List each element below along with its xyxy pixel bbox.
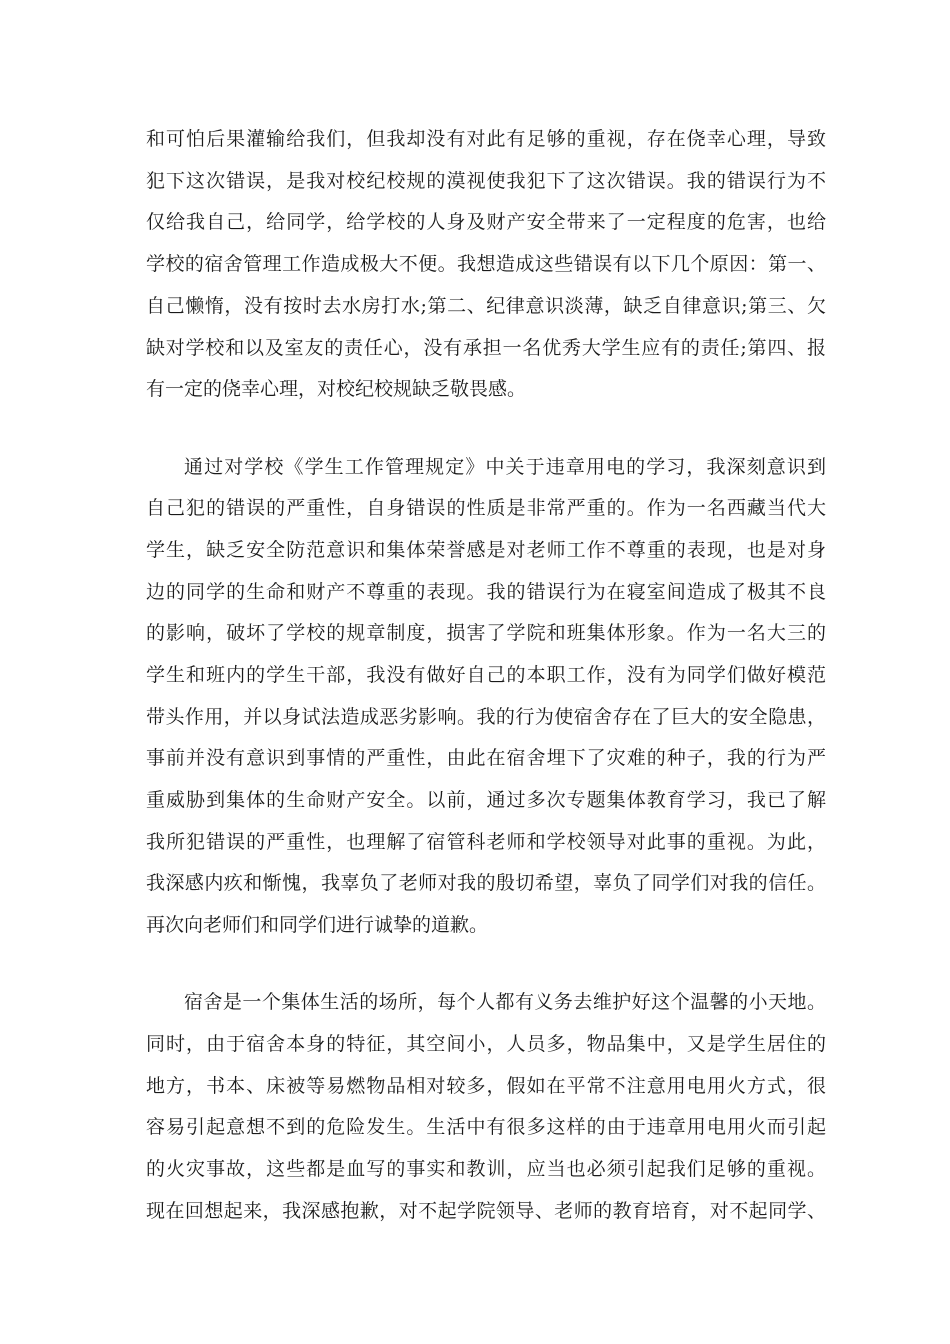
text-line: 容易引起意想不到的危险发生。生活中有很多这样的由于违章用电用火而引起: [146, 1116, 826, 1138]
text-line: 缺对学校和以及室友的责任心，没有承担一名优秀大学生应有的责任;第四、报: [146, 337, 826, 359]
text-line: 自己懒惰，没有按时去水房打水;第二、纪律意识淡薄，缺乏自律意识;第三、欠: [146, 295, 826, 317]
text-line: 和可怕后果灌输给我们，但我却没有对此有足够的重视，存在侥幸心理，导致: [146, 128, 826, 150]
text-line: 事前并没有意识到事情的严重性，由此在宿舍埋下了灾难的种子，我的行为严: [146, 747, 826, 769]
text-line: 重威胁到集体的生命财产安全。以前，通过多次专题集体教育学习，我已了解: [146, 789, 826, 811]
text-line: 犯下这次错误，是我对校纪校规的漠视使我犯下了这次错误。我的错误行为不: [146, 170, 826, 192]
text-line: 再次向老师们和同学们进行诚挚的道歉。: [146, 914, 489, 936]
text-line: 同时，由于宿舍本身的特征，其空间小，人员多，物品集中，又是学生居住的: [146, 1033, 826, 1055]
text-line: 有一定的侥幸心理，对校纪校规缺乏敬畏感。: [146, 378, 527, 400]
text-line: 现在回想起来，我深感抱歉，对不起学院领导、老师的教育培育，对不起同学、: [146, 1200, 826, 1222]
text-line: 地方，书本、床被等易燃物品相对较多，假如在平常不注意用电用火方式，很: [146, 1075, 826, 1097]
text-line: 学生和班内的学生干部，我没有做好自己的本职工作，没有为同学们做好模范: [146, 664, 826, 686]
text-line: 我所犯错误的严重性，也理解了宿管科老师和学校领导对此事的重视。为此，: [146, 831, 826, 853]
text-line: 仅给我自己，给同学，给学校的人身及财产安全带来了一定程度的危害，也给: [146, 211, 826, 233]
text-line: 学校的宿舍管理工作造成极大不便。我想造成这些错误有以下几个原因：第一、: [146, 253, 826, 275]
text-line: 边的同学的生命和财产不尊重的表现。我的错误行为在寝室间造成了极其不良: [146, 581, 826, 603]
text-line: 的影响，破坏了学校的规章制度，损害了学院和班集体形象。作为一名大三的: [146, 622, 826, 644]
text-line: 带头作用，并以身试法造成恶劣影响。我的行为使宿舍存在了巨大的安全隐患，: [146, 706, 826, 728]
text-line: 的火灾事故，这些都是血写的事实和教训，应当也必须引起我们足够的重视。: [146, 1158, 826, 1180]
text-line: 学生，缺乏安全防范意识和集体荣誉感是对老师工作不尊重的表现，也是对身: [146, 539, 826, 561]
text-line: 宿舍是一个集体生活的场所，每个人都有义务去维护好这个温馨的小天地。: [184, 991, 826, 1013]
text-line: 自己犯的错误的严重性，自身错误的性质是非常严重的。作为一名西藏当代大: [146, 497, 826, 519]
text-line: 我深感内疚和惭愧，我辜负了老师对我的殷切希望，辜负了同学们对我的信任。: [146, 872, 826, 894]
text-line: 通过对学校《学生工作管理规定》中关于违章用电的学习，我深刻意识到: [184, 456, 826, 478]
